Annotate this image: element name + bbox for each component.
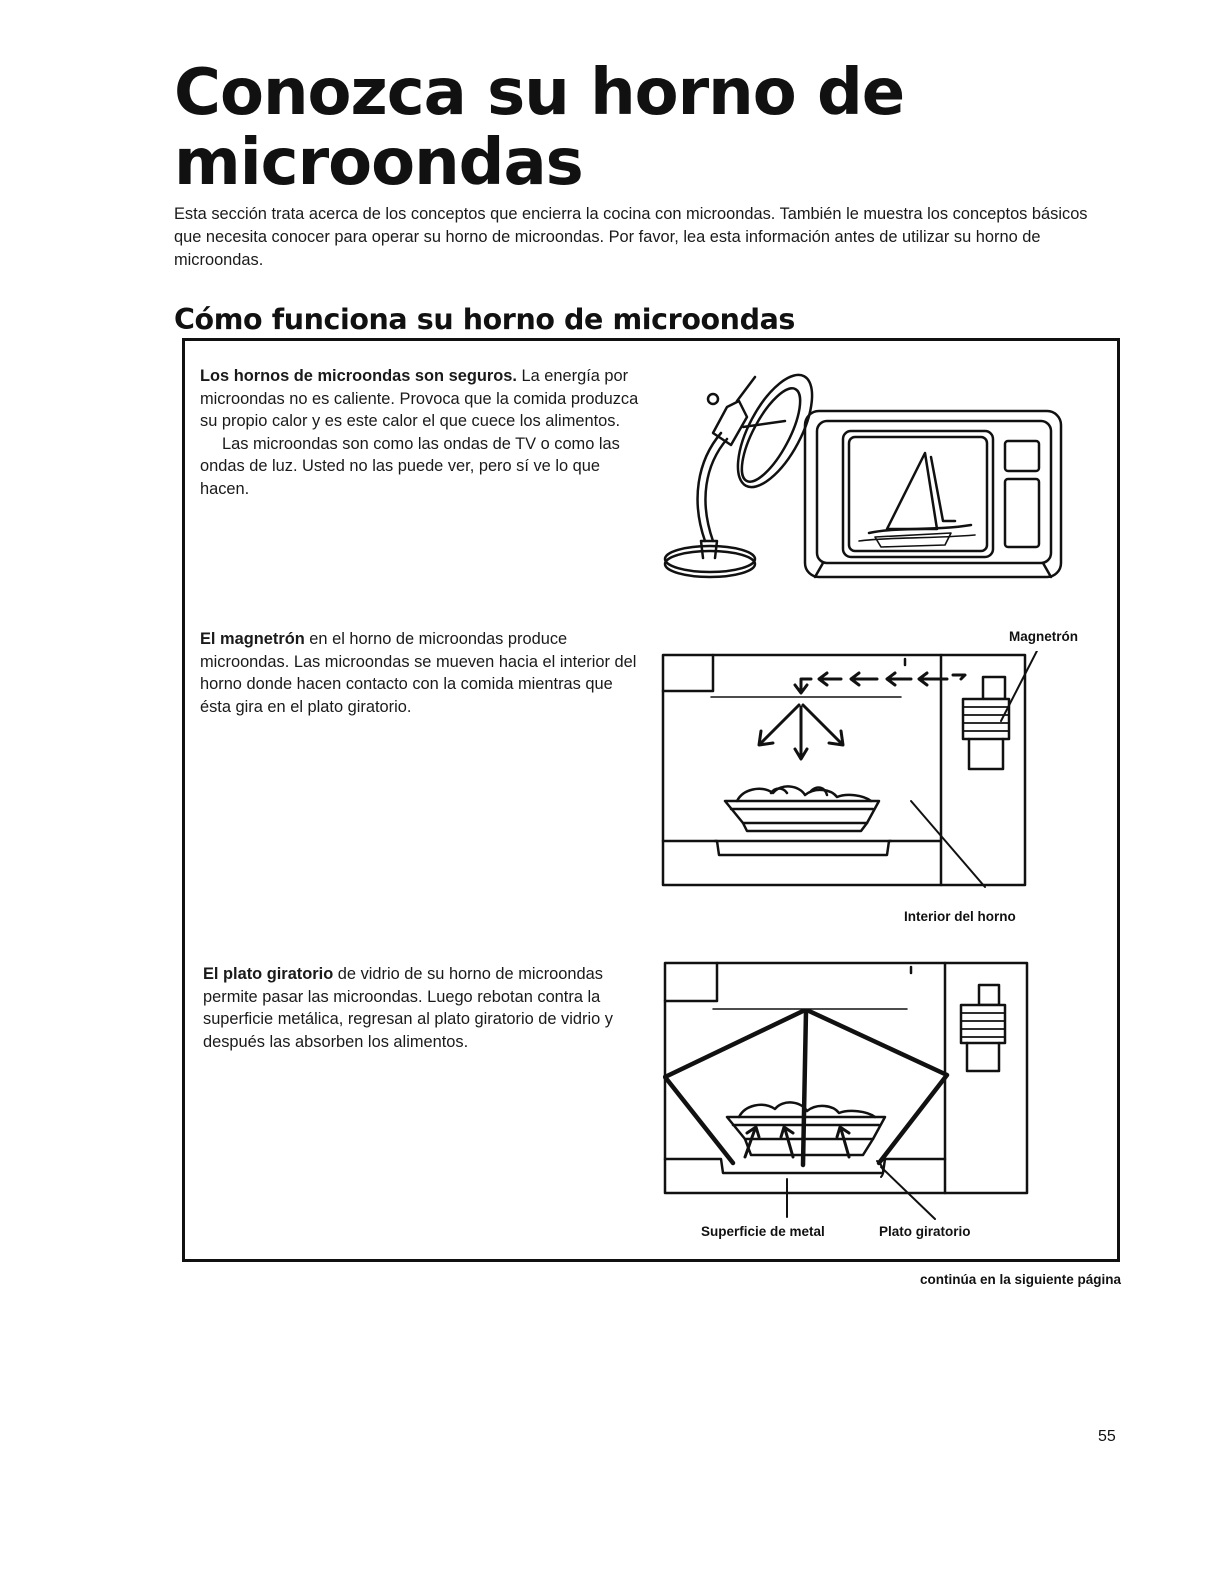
turntable-paragraph <box>203 963 643 1053</box>
page-number: 55 <box>1098 1428 1116 1445</box>
turntable-text: de vidrio de su horno de microondas permite pasar las microondas. Luego rebotan contra la superficie metálica, regresan al plato giratorio de vidrio y después las absorben los alimentos. <box>203 965 613 1051</box>
magnetron-lead: El magnetrón <box>200 630 305 648</box>
section-title: Cómo funciona su horno de microondas <box>174 303 795 336</box>
magnetron-icon <box>961 985 1005 1071</box>
reflection-rays-icon <box>665 1011 947 1165</box>
magnetron-text: en el horno de microondas produce microondas. Las microondas se mueven hacia el interior del horno donde hacen contacto con la comida mientras que ésta gira en el plato giratorio. <box>200 630 637 716</box>
food-dish-icon <box>725 786 879 831</box>
wave-arrows-icon <box>759 673 965 759</box>
safety-text: La energía por microondas no es caliente. Provoca que la comida produzca su propio calor y es este calor el que cuece los alimentos. <box>200 367 639 431</box>
magnetron-icon <box>963 677 1009 769</box>
up-arrows-icon <box>745 1127 849 1157</box>
metal-surface-caption: Superficie de metal <box>701 1224 825 1239</box>
desk-lamp-icon <box>665 364 827 577</box>
magnetron-paragraph <box>200 628 640 718</box>
intro-paragraph: Esta sección trata acerca de los conceptos que encierra la cocina con microondas. También le muestra los conceptos básicos que necesita conocer para operar su horno de microondas. Por favor, lea esta información antes de utilizar su horno de microondas. <box>174 205 1088 269</box>
turntable-illustration <box>663 961 1083 1231</box>
explanation-box <box>182 338 1120 1262</box>
interior-caption: Interior del horno <box>904 909 1016 924</box>
magnetron-illustration <box>661 651 1081 891</box>
safety-paragraph <box>200 365 640 501</box>
turntable-lead: El plato giratorio <box>203 965 334 983</box>
continues-note: continúa en la siguiente página <box>919 1272 1121 1287</box>
turntable-caption: Plato giratorio <box>879 1224 971 1239</box>
page-title: Conozca su horno de microondas <box>174 56 905 200</box>
lamp-and-tv-illustration <box>655 361 1075 591</box>
safety-lead: Los hornos de microondas son seguros. <box>200 367 517 385</box>
food-dish-icon <box>727 1102 885 1155</box>
television-icon <box>805 411 1061 577</box>
waves-paragraph: Las microondas son como las ondas de TV o como las ondas de luz. Usted no las puede ver, pero sí ve lo que hacen. <box>200 434 620 498</box>
magnetron-caption: Magnetrón <box>1009 629 1078 644</box>
